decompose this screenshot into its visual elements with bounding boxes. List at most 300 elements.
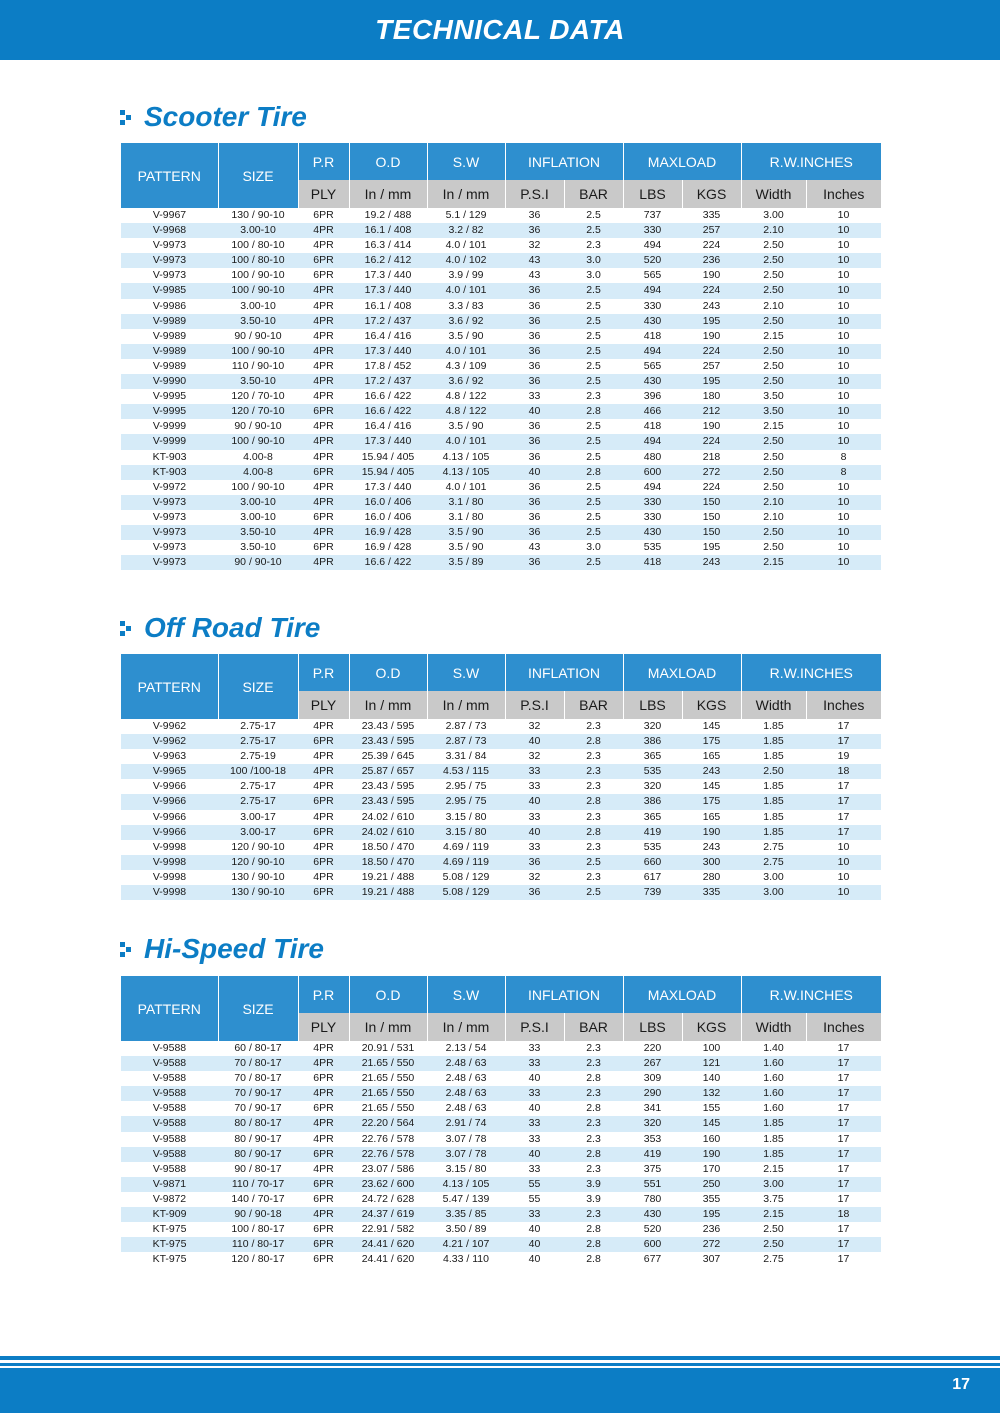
- table-cell: 24.72 / 628: [361, 1192, 415, 1205]
- table-cell: 2.8: [586, 1102, 601, 1115]
- table-cell: 257: [682, 223, 741, 238]
- table-cell: 24.37 / 619: [349, 1207, 427, 1222]
- table-cell: 40: [528, 1102, 541, 1115]
- table-cell: 2.5: [564, 283, 623, 298]
- table-cell: 2.3: [586, 390, 601, 403]
- table-cell: 110 / 70-17: [218, 1177, 298, 1192]
- table-cell: 23.43 / 595: [361, 720, 415, 732]
- table-cell: 2.5: [564, 374, 623, 389]
- table-cell: 10: [806, 495, 881, 510]
- table-cell: 330: [643, 299, 662, 312]
- table-cell: 36: [528, 299, 541, 312]
- table-row: [121, 268, 881, 283]
- table-row: [121, 1101, 881, 1116]
- subheader-bar: BAR: [564, 691, 623, 719]
- footer-bar: [0, 1368, 1000, 1413]
- table-cell: 4.13 / 105: [427, 465, 505, 480]
- table-row: [121, 1192, 881, 1207]
- table-cell: 80 / 90-17: [218, 1147, 298, 1162]
- table-cell: 494: [623, 283, 682, 298]
- table-cell: V-9962: [152, 720, 187, 732]
- table-cell: 17.8 / 452: [364, 359, 412, 372]
- header-o-d: O.D: [349, 976, 427, 1013]
- table-cell: 3.50-10: [218, 525, 298, 540]
- table-cell: 18: [806, 1207, 881, 1222]
- table-cell: KT-975: [121, 1237, 218, 1252]
- table-cell: 1.85: [763, 810, 784, 823]
- page-number: 17: [952, 1376, 970, 1393]
- table-row: [121, 344, 881, 359]
- table-cell: 3.07 / 78: [445, 1132, 487, 1145]
- table-cell: 218: [702, 450, 721, 463]
- table-cell: 2.5: [564, 314, 623, 329]
- table-cell: 40: [528, 1072, 541, 1085]
- table-cell: V-9999: [152, 420, 187, 433]
- table-cell: 22.20 / 564: [349, 1116, 427, 1131]
- table-cell: 565: [643, 269, 662, 282]
- table-cell: 4PR: [313, 480, 334, 493]
- table-cell: 430: [623, 525, 682, 540]
- table-cell: 220: [643, 1042, 662, 1054]
- table-cell: 2.15: [763, 420, 784, 433]
- table-cell: 2.8: [564, 734, 623, 749]
- table-cell: 23.43 / 595: [349, 734, 427, 749]
- header-r-w-inches: R.W.INCHES: [741, 143, 881, 180]
- table-cell: 2.75: [763, 840, 784, 853]
- table-cell: 2.10: [763, 510, 784, 523]
- table-cell: 3.5 / 90: [448, 541, 484, 554]
- table-cell: 33: [528, 1132, 541, 1145]
- table-cell: 155: [702, 1102, 721, 1115]
- table-cell: 2.3: [564, 1056, 623, 1071]
- table-cell: 2.3: [586, 1162, 601, 1175]
- table-cell: 32: [528, 870, 541, 883]
- table-cell: V-9998: [121, 885, 218, 900]
- table-cell: 5.08 / 129: [442, 870, 490, 883]
- table-cell: 40: [505, 794, 564, 809]
- table-cell: 3.00-10: [218, 223, 298, 238]
- table-cell: 224: [682, 283, 741, 298]
- table-cell: 3.50-10: [218, 374, 298, 389]
- table-cell: 4PR: [313, 1042, 334, 1054]
- table-cell: 353: [643, 1132, 662, 1145]
- table-cell: 100 / 80-10: [231, 239, 285, 252]
- table-row: [121, 329, 881, 344]
- header-maxload: MAXLOAD: [623, 654, 741, 691]
- table-row: [121, 1132, 881, 1147]
- table-cell: 120 / 70-10: [218, 404, 298, 419]
- table-cell: 1.85: [763, 780, 784, 793]
- table-cell: V-9588: [121, 1147, 218, 1162]
- table-cell: 2.15: [741, 1207, 806, 1222]
- table-cell: 17: [837, 1072, 850, 1085]
- table-cell: V-9588: [152, 1162, 187, 1175]
- table-cell: 4PR: [313, 810, 334, 823]
- table-cell: 17: [837, 720, 850, 732]
- table-cell: 190: [682, 1147, 741, 1162]
- table-cell: 10: [806, 253, 881, 268]
- subheader-in-mm: In / mm: [349, 1013, 427, 1041]
- table-cell: 21.65 / 550: [349, 1056, 427, 1071]
- table-row: [121, 1056, 881, 1071]
- table-cell: 6PR: [313, 1102, 334, 1115]
- table-cell: 4PR: [313, 359, 334, 372]
- table-cell: 520: [623, 253, 682, 268]
- table-cell: 330: [623, 223, 682, 238]
- table-cell: 36: [505, 885, 564, 900]
- table-cell: 145: [682, 1116, 741, 1131]
- table-cell: 2.48 / 63: [427, 1086, 505, 1101]
- table-cell: 19.21 / 488: [349, 885, 427, 900]
- table-cell: 22.76 / 578: [349, 1147, 427, 1162]
- table-row: [121, 764, 881, 779]
- subheader-width: Width: [741, 180, 806, 208]
- table-cell: 6PR: [298, 855, 349, 870]
- table-row: [121, 855, 881, 870]
- table-cell: 224: [682, 344, 741, 359]
- table-row: [121, 525, 881, 540]
- table-cell: 195: [682, 374, 741, 389]
- table-row: [121, 404, 881, 419]
- table-cell: 145: [702, 720, 721, 732]
- header-p-r: P.R: [298, 976, 349, 1013]
- table-cell: 16.9 / 428: [349, 525, 427, 540]
- table-cell: 2.75: [741, 855, 806, 870]
- table-cell: 24.41 / 620: [361, 1253, 415, 1266]
- table-cell: 6PR: [298, 253, 349, 268]
- table-cell: 17: [806, 1177, 881, 1192]
- table-cell: 2.75-17: [240, 780, 276, 793]
- table-cell: 4.53 / 115: [427, 764, 505, 779]
- table-cell: 386: [623, 794, 682, 809]
- table-cell: 430: [623, 374, 682, 389]
- table-cell: 43: [528, 269, 541, 282]
- table-cell: 2.3: [586, 239, 601, 252]
- table-cell: 4.0 / 102: [427, 253, 505, 268]
- table-cell: 16.4 / 416: [364, 420, 412, 433]
- table-cell: 40: [505, 1237, 564, 1252]
- table-cell: KT-909: [121, 1207, 218, 1222]
- table-cell: 494: [623, 434, 682, 449]
- subheader-ply: PLY: [298, 691, 349, 719]
- table-cell: 10: [806, 404, 881, 419]
- table-cell: 36: [528, 420, 541, 433]
- table-cell: 17: [806, 1086, 881, 1101]
- table-cell: KT-975: [152, 1223, 187, 1236]
- table-cell: 535: [643, 840, 662, 853]
- table-cell: 280: [702, 870, 721, 883]
- section-title-off-road: Off Road Tire: [120, 611, 320, 645]
- table-cell: 90 / 90-10: [234, 329, 282, 342]
- table-row: [121, 238, 881, 253]
- table-cell: 3.9: [586, 1192, 601, 1205]
- table-cell: 32: [528, 720, 541, 732]
- table-cell: 132: [682, 1086, 741, 1101]
- table-cell: 90 / 90-18: [218, 1207, 298, 1222]
- table-cell: 10: [806, 283, 881, 298]
- subheader-kgs: KGS: [682, 691, 741, 719]
- subheader-in-mm: In / mm: [349, 180, 427, 208]
- table-cell: 20.91 / 531: [361, 1042, 415, 1054]
- table-cell: 10: [837, 239, 850, 252]
- table-cell: 2.3: [586, 1042, 601, 1054]
- table-cell: 10: [837, 329, 850, 342]
- subheader-lbs: LBS: [623, 691, 682, 719]
- table-cell: V-9966: [152, 780, 187, 793]
- table-cell: 551: [623, 1177, 682, 1192]
- table-cell: 309: [643, 1072, 662, 1085]
- table-cell: 2.50: [763, 359, 784, 372]
- table-cell: 2.50: [763, 450, 784, 463]
- table-cell: 2.3: [564, 1116, 623, 1131]
- table-row: [121, 419, 881, 434]
- table-cell: 1.60: [763, 1102, 784, 1115]
- table-cell: 2.50: [741, 253, 806, 268]
- subheader-inches: Inches: [806, 1013, 881, 1041]
- table-cell: V-9973: [152, 510, 187, 523]
- table-cell: 24.41 / 620: [349, 1237, 427, 1252]
- table-cell: V-9966: [152, 810, 187, 823]
- table-cell: V-9872: [152, 1192, 187, 1205]
- table-cell: 17: [837, 1192, 850, 1205]
- table-cell: 2.75-19: [240, 750, 276, 763]
- table-cell: 33: [528, 390, 541, 403]
- table-cell: 480: [643, 450, 662, 463]
- table-cell: 16.3 / 414: [364, 239, 412, 252]
- table-cell: 140 / 70-17: [231, 1192, 285, 1205]
- table-cell: 24.02 / 610: [349, 825, 427, 840]
- table-cell: 3.50-10: [218, 314, 298, 329]
- table-row: [121, 1086, 881, 1101]
- table-cell: 3.75: [763, 1192, 784, 1205]
- table-cell: 320: [643, 780, 662, 793]
- table-cell: 4.0 / 101: [427, 283, 505, 298]
- table-cell: 6PR: [313, 1072, 334, 1085]
- table-cell: 2.50: [741, 283, 806, 298]
- table-cell: 70 / 90-17: [218, 1086, 298, 1101]
- table-cell: 100 / 90-10: [231, 269, 285, 282]
- table-cell: 33: [528, 780, 541, 793]
- table-cell: 1.85: [741, 734, 806, 749]
- table-cell: 17: [806, 825, 881, 840]
- table-cell: 190: [682, 825, 741, 840]
- table-cell: 2.5: [586, 329, 601, 342]
- table-cell: 121: [682, 1056, 741, 1071]
- header-s-w: S.W: [427, 143, 505, 180]
- table-cell: 10: [806, 525, 881, 540]
- table-cell: 2.3: [564, 1207, 623, 1222]
- table-cell: 130 / 90-10: [231, 870, 285, 883]
- table-cell: 2.75-17: [218, 734, 298, 749]
- table-cell: 1.60: [741, 1056, 806, 1071]
- table-cell: 4PR: [313, 720, 334, 732]
- table-cell: 21.65 / 550: [361, 1102, 415, 1115]
- table-cell: 100: [702, 1042, 721, 1054]
- table-cell: 2.10: [763, 299, 784, 312]
- table-cell: 110 / 90-10: [231, 359, 285, 372]
- table-row: [121, 374, 881, 389]
- table-cell: 17.3 / 440: [364, 480, 412, 493]
- table-cell: 4.0 / 101: [427, 434, 505, 449]
- table-cell: 33: [505, 1207, 564, 1222]
- table-cell: 430: [623, 314, 682, 329]
- table-cell: 3.0: [564, 253, 623, 268]
- table-row: [121, 1177, 881, 1192]
- table-row: [121, 465, 881, 480]
- table-cell: 494: [643, 239, 662, 252]
- table-cell: 145: [702, 780, 721, 793]
- table-cell: 2.50: [741, 525, 806, 540]
- table-cell: 17: [806, 794, 881, 809]
- table-cell: 3.0: [586, 269, 601, 282]
- table-cell: 43: [505, 253, 564, 268]
- subheader-ply: PLY: [298, 180, 349, 208]
- table-cell: 3.31 / 84: [445, 750, 487, 763]
- table-cell: 10: [837, 359, 850, 372]
- table-cell: 2.5: [586, 359, 601, 372]
- table-cell: 600: [623, 465, 682, 480]
- table-cell: 2.13 / 54: [445, 1042, 487, 1054]
- table-cell: 4.13 / 105: [442, 450, 490, 463]
- table-row: [121, 1147, 881, 1162]
- table-cell: 23.43 / 595: [349, 794, 427, 809]
- table-cell: 2.50: [741, 465, 806, 480]
- table-cell: 2.3: [586, 870, 601, 883]
- table-cell: 17: [837, 1253, 850, 1266]
- table-cell: 4PR: [298, 374, 349, 389]
- table-cell: 17.3 / 440: [349, 283, 427, 298]
- scooter-tire-table: [121, 143, 881, 570]
- table-cell: 355: [702, 1192, 721, 1205]
- table-cell: 466: [623, 404, 682, 419]
- bullet-squares-icon: [120, 942, 136, 958]
- table-cell: 2.5: [586, 420, 601, 433]
- table-cell: 16.0 / 406: [364, 510, 412, 523]
- table-row: [121, 253, 881, 268]
- table-cell: 36: [505, 555, 564, 570]
- table-cell: 32: [528, 239, 541, 252]
- table-cell: 5.1 / 129: [445, 209, 487, 221]
- table-cell: 36: [505, 855, 564, 870]
- table-cell: 80 / 90-17: [234, 1132, 282, 1145]
- table-cell: 243: [682, 555, 741, 570]
- table-cell: 3.1 / 80: [427, 495, 505, 510]
- table-row: [121, 1162, 881, 1177]
- table-cell: 2.48 / 63: [445, 1102, 487, 1115]
- table-cell: 33: [505, 1056, 564, 1071]
- table-cell: 6PR: [313, 510, 334, 523]
- table-cell: V-9972: [152, 480, 187, 493]
- table-cell: 677: [643, 1253, 662, 1266]
- table-cell: 1.85: [763, 720, 784, 732]
- subheader-width: Width: [741, 691, 806, 719]
- table-cell: 2.5: [586, 450, 601, 463]
- table-cell: 3.50 / 89: [445, 1223, 487, 1236]
- table-cell: 418: [643, 420, 662, 433]
- table-cell: 140: [702, 1072, 721, 1085]
- table-cell: 2.5: [564, 885, 623, 900]
- table-row: [121, 540, 881, 555]
- table-cell: 4.8 / 122: [427, 404, 505, 419]
- table-row: [121, 1207, 881, 1222]
- table-cell: V-9989: [121, 344, 218, 359]
- subheader-p-s-i: P.S.I: [505, 180, 564, 208]
- table-cell: 24.02 / 610: [361, 810, 415, 823]
- table-cell: 2.50: [741, 1237, 806, 1252]
- table-cell: 17: [806, 1056, 881, 1071]
- table-cell: 90 / 90-10: [234, 420, 282, 433]
- subheader-inches: Inches: [806, 180, 881, 208]
- table-row: [121, 283, 881, 298]
- table-cell: 2.75: [763, 1253, 784, 1266]
- table-cell: 195: [682, 314, 741, 329]
- table-cell: 17.3 / 440: [364, 269, 412, 282]
- table-cell: 250: [682, 1177, 741, 1192]
- table-cell: 2.10: [741, 495, 806, 510]
- table-cell: 36: [528, 329, 541, 342]
- table-cell: 494: [643, 480, 662, 493]
- table-cell: V-9973: [121, 495, 218, 510]
- table-row: [121, 1116, 881, 1131]
- header-pattern: PATTERN: [121, 976, 218, 1041]
- table-cell: 2.3: [586, 720, 601, 732]
- table-row: [121, 510, 881, 525]
- table-cell: 4PR: [298, 1207, 349, 1222]
- table-cell: 2.50: [763, 269, 784, 282]
- table-cell: 100 / 90-10: [218, 283, 298, 298]
- header-maxload: MAXLOAD: [623, 143, 741, 180]
- table-cell: V-9963: [152, 750, 187, 763]
- table-cell: 175: [682, 794, 741, 809]
- table-cell: 3.2 / 82: [427, 223, 505, 238]
- table-cell: 2.8: [564, 825, 623, 840]
- table-cell: 224: [682, 434, 741, 449]
- table-cell: 17.3 / 440: [349, 434, 427, 449]
- bullet-squares-icon: [120, 621, 136, 637]
- table-cell: 2.50: [741, 434, 806, 449]
- table-cell: 4PR: [298, 1116, 349, 1131]
- table-cell: 212: [682, 404, 741, 419]
- table-cell: 120 / 80-17: [231, 1253, 285, 1266]
- table-cell: 6PR: [298, 1147, 349, 1162]
- table-cell: 2.5: [564, 525, 623, 540]
- table-cell: 535: [643, 541, 662, 554]
- table-cell: 4PR: [298, 525, 349, 540]
- table-cell: 6PR: [313, 209, 334, 221]
- table-cell: 2.50: [763, 480, 784, 493]
- table-cell: 40: [505, 734, 564, 749]
- table-cell: 3.1 / 80: [448, 510, 484, 523]
- table-row: [121, 794, 881, 809]
- header-inflation: INFLATION: [505, 654, 623, 691]
- table-row: [121, 480, 881, 495]
- table-cell: 2.8: [564, 404, 623, 419]
- table-row: [121, 1222, 881, 1237]
- bullet-squares-icon: [120, 110, 136, 126]
- table-cell: 2.75-17: [240, 720, 276, 732]
- hi-speed-tire-table: [121, 976, 881, 1267]
- table-cell: 150: [682, 525, 741, 540]
- table-cell: 2.3: [586, 810, 601, 823]
- table-cell: 236: [682, 253, 741, 268]
- table-cell: 2.91 / 74: [427, 1116, 505, 1131]
- table-cell: 3.00: [741, 885, 806, 900]
- table-cell: 739: [623, 885, 682, 900]
- table-cell: 90 / 80-17: [234, 1162, 282, 1175]
- table-cell: 4PR: [298, 1056, 349, 1071]
- table-cell: 4PR: [313, 450, 334, 463]
- header-maxload: MAXLOAD: [623, 976, 741, 1013]
